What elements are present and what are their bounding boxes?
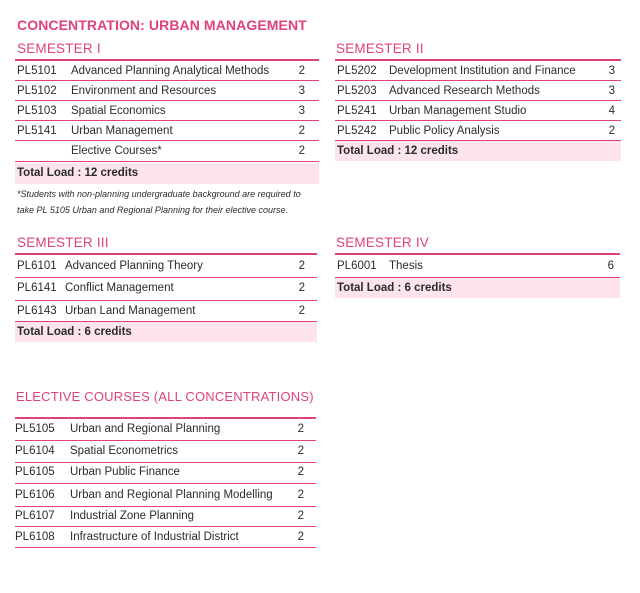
course-credits: 2 xyxy=(297,423,304,435)
course-credits: 2 xyxy=(298,282,305,294)
electives-heading: ELECTIVE COURSES (ALL CONCENTRATIONS) xyxy=(16,389,314,404)
table-row xyxy=(15,256,317,276)
course-name: Spatial Economics xyxy=(71,105,166,117)
table-row xyxy=(15,441,316,461)
course-name: Industrial Zone Planning xyxy=(70,510,195,522)
row-divider xyxy=(15,483,316,484)
course-code: PL6107 xyxy=(15,510,55,522)
course-credits: 6 xyxy=(607,260,614,272)
table-row xyxy=(335,61,621,81)
table-row xyxy=(335,81,621,101)
course-name: Advanced Planning Analytical Methods xyxy=(71,65,270,77)
table-row xyxy=(15,81,319,101)
table-row xyxy=(335,101,621,121)
course-code: PL6104 xyxy=(15,445,55,457)
table-row xyxy=(335,256,620,276)
semester-3-total: Total Load : 6 credits xyxy=(15,322,317,342)
course-credits: 2 xyxy=(298,305,305,317)
semester-1-note-line-1: *Students with non-planning undergraduate background are required to xyxy=(17,189,301,199)
semester-2-heading: SEMESTER II xyxy=(336,41,424,56)
course-code: PL6141 xyxy=(17,282,57,294)
course-name: Advanced Research Methods xyxy=(389,85,540,97)
semester-1-total: Total Load : 12 credits xyxy=(15,163,319,184)
course-name: Urban Public Finance xyxy=(70,466,180,478)
course-credits: 3 xyxy=(298,85,305,97)
course-code: PL5102 xyxy=(17,85,57,97)
semester-4-heading: SEMESTER IV xyxy=(336,235,429,250)
course-credits: 2 xyxy=(297,489,304,501)
course-code: PL6143 xyxy=(17,305,57,317)
course-name: Urban and Regional Planning xyxy=(70,423,221,435)
course-code: PL6001 xyxy=(337,260,377,272)
course-code: PL5101 xyxy=(17,65,57,77)
course-name: Environment and Resources xyxy=(71,85,217,97)
semester-1-note-line-2: take PL 5105 Urban and Regional Planning for their elective course. xyxy=(17,205,289,215)
course-code: PL5241 xyxy=(337,105,377,117)
course-credits: 3 xyxy=(608,65,615,77)
table-row xyxy=(15,462,316,482)
course-credits: 2 xyxy=(298,260,305,272)
course-name: Advanced Planning Theory xyxy=(65,260,203,272)
course-name: Urban Management Studio xyxy=(389,105,527,117)
course-credits: 2 xyxy=(298,145,305,157)
course-name: Elective Courses* xyxy=(71,145,162,157)
table-row xyxy=(335,121,621,141)
page-title: CONCENTRATION: URBAN MANAGEMENT xyxy=(17,17,307,33)
semester-1-heading: SEMESTER I xyxy=(17,41,101,56)
table-row xyxy=(15,278,317,298)
course-name: Public Policy Analysis xyxy=(389,125,500,137)
semester-3-heading: SEMESTER III xyxy=(17,235,109,250)
table-row xyxy=(15,141,319,161)
table-row xyxy=(15,485,316,505)
table-row xyxy=(15,301,317,321)
course-credits: 4 xyxy=(608,105,615,117)
course-credits: 2 xyxy=(297,466,304,478)
table-row xyxy=(15,101,319,121)
course-credits: 2 xyxy=(297,531,304,543)
row-divider xyxy=(15,547,316,548)
course-name: Development Institution and Finance xyxy=(389,65,576,77)
course-credits: 2 xyxy=(297,510,304,522)
course-code: PL6106 xyxy=(15,489,55,501)
course-credits: 3 xyxy=(298,105,305,117)
course-code: PL5141 xyxy=(17,125,57,137)
table-row xyxy=(15,506,316,526)
semester-3-top-rule xyxy=(15,253,317,255)
course-name: Urban Management xyxy=(71,125,173,137)
course-code: PL5203 xyxy=(337,85,377,97)
course-name: Urban and Regional Planning Modelling xyxy=(70,489,273,501)
table-row xyxy=(15,419,316,439)
course-credits: 3 xyxy=(608,85,615,97)
course-code: PL6108 xyxy=(15,531,55,543)
semester-4-top-rule xyxy=(335,253,620,255)
row-divider xyxy=(15,161,319,162)
course-code: PL5105 xyxy=(15,423,55,435)
semester-4-total: Total Load : 6 credits xyxy=(335,278,620,298)
course-name: Spatial Econometrics xyxy=(70,445,179,457)
course-credits: 2 xyxy=(298,65,305,77)
course-name: Infrastructure of Industrial District xyxy=(70,531,239,543)
course-code: PL6105 xyxy=(15,466,55,478)
course-code: PL5103 xyxy=(17,105,57,117)
table-row xyxy=(15,61,319,81)
table-row xyxy=(15,121,319,141)
course-code: PL5202 xyxy=(337,65,377,77)
course-credits: 2 xyxy=(298,125,305,137)
course-code: PL6101 xyxy=(17,260,57,272)
course-name: Thesis xyxy=(389,260,423,272)
table-row xyxy=(15,527,316,547)
course-code: PL5242 xyxy=(337,125,377,137)
semester-2-total: Total Load : 12 credits xyxy=(335,141,621,161)
course-name: Urban Land Management xyxy=(65,305,196,317)
course-name: Conflict Management xyxy=(65,282,174,294)
course-credits: 2 xyxy=(608,125,615,137)
course-credits: 2 xyxy=(297,445,304,457)
